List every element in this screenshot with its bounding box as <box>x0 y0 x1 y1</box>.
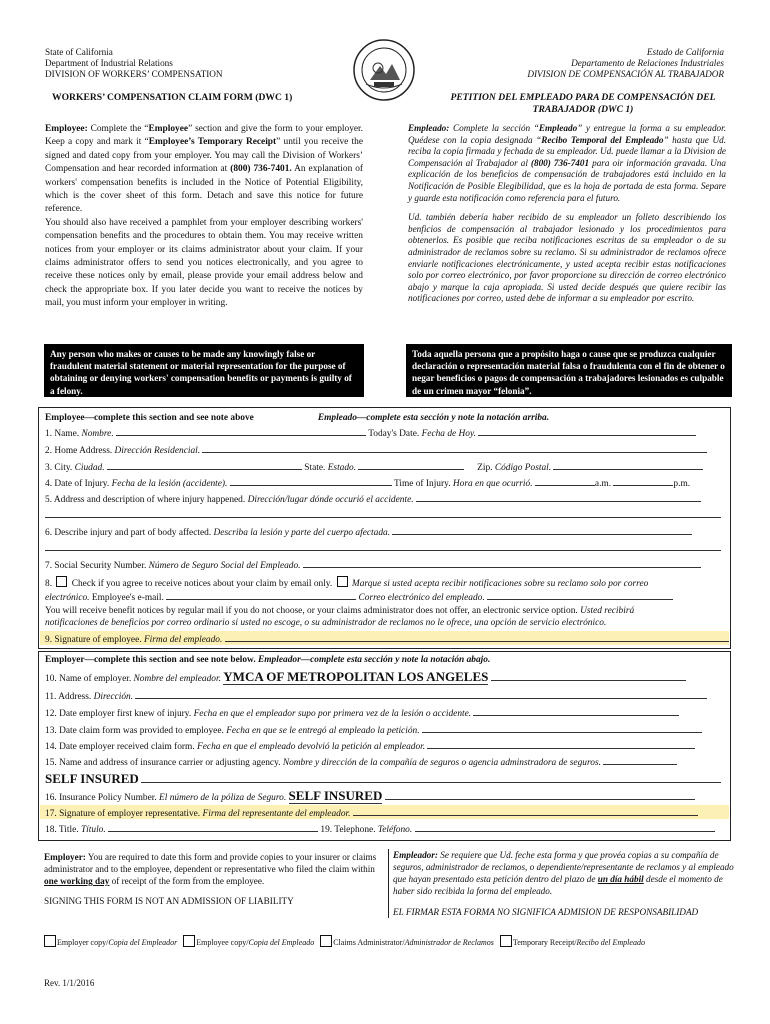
name-input[interactable] <box>116 425 366 436</box>
employer-signature-input[interactable] <box>353 805 698 816</box>
employer-heading: Employer—complete this section and see note below. Empleador—complete esta sección y note la notación abajo. <box>45 655 491 665</box>
location-continuation <box>45 507 724 521</box>
intro-es-p2: Ud. también debería haber recibido de su empleador un folleto describiendo los benficios de compensación al trabajador lesionado y los procedimientos para obtenerlos. Es posible que reciba notificaciones escritas de su empleador o de su administrador de reclamos sobre su reclamo. Si su administrador de reclamos ofrece enviarle notificaciones electrónicamente, y usted acepta recibir estas notificaciones solo por correo electrónico, por favor proporcione su dirección de correo electrónico abajo y marque la caja apropiada. Si usted decide después que quiere recibir las notificaciones por correo, usted debe de informar a su empleador por escrito. <box>408 212 726 304</box>
mail-notice-en: You will receive benefit notices by regular mail if you do not choose, or your claims administrator does not offer, an electronic service option. Usted recibirá <box>45 606 635 616</box>
telephone-input[interactable] <box>415 821 715 832</box>
felony-warning-es: Toda aquella persona que a propósito haga o cause que se produzca cualquier declaración o representación material falsa o fraudulenta con el fin de obtener o negar beneficios o pagos de compensación a trabajadores lesionados es culpable de un crimen mayor “felonia”. <box>406 344 732 397</box>
received-date-input[interactable] <box>427 738 695 749</box>
injury-location-line2[interactable] <box>45 507 721 518</box>
header-right <box>527 47 724 80</box>
field-insurance-carrier-row: 15. Name and address of insurance carrier or adjusting agency. Nombre y dirección de la compañía de seguros o agencia adminstradora de seguros. <box>45 754 724 768</box>
header-left <box>45 47 223 80</box>
provided-date-input[interactable] <box>422 722 702 733</box>
ssn-input[interactable] <box>303 557 701 568</box>
header-division: DIVISION OF WORKERS’ COMPENSATION <box>45 69 223 79</box>
field-employer-address-row: 11. Address. Dirección. <box>45 688 724 702</box>
field-received-date-row: 14. Date employer received claim form. Fecha en que el empleado devolvió la petición al empleador. <box>45 738 724 752</box>
employee-heading: Employee—complete this section and see note above Empleado—complete esta sección y note la notación arriba. <box>45 413 550 423</box>
field-title-phone-row: 18. Title. Título. 19. Telephone. Teléfono. <box>45 821 724 835</box>
field-injury-date-row: 4. Date of Injury. Fecha de la lesión (accidente). Time of Injury. Hora en que ocurrió. a.m. p.m. <box>45 475 724 489</box>
field-employer-name-row: 10. Name of employer. Nombre del empleador. YMCA OF METROPOLITAN LOS ANGELES <box>45 668 724 686</box>
revision-label: Rev. 1/1/2016 <box>44 978 95 988</box>
header-estado: Estado de California <box>646 47 724 57</box>
email-consent-checkbox-es[interactable] <box>337 576 348 587</box>
insurance-carrier-line2[interactable] <box>141 772 721 783</box>
form-title-es: PETITION DEL EMPLEADO PARA DE COMPENSACIÓN DEL TRABAJADOR (DWC 1) <box>450 92 716 115</box>
field-email-row: electrónico. Employee's e-mail. Correo electrónico del empleado. <box>45 589 724 603</box>
state-input[interactable] <box>358 459 464 470</box>
field-employer-signature-row: 17. Signature of employer representative. Firma del representante del empleador. <box>40 805 729 819</box>
field-email-consent-row: 8. Check if you agree to receive notices about your claim by email only. Marque si usted acepta recibir notificaciones sobre su reclamo solo por correo <box>45 576 724 590</box>
intro-en <box>45 123 363 311</box>
zip-input[interactable] <box>553 459 703 470</box>
header-state: State of California <box>45 47 113 57</box>
employer-note-en <box>44 851 384 907</box>
field-ssn-row: 7. Social Security Number. Número de Seguro Social del Empleado. <box>45 557 724 571</box>
mail-notice-es: notificaciones de beneficios por correo ordinario si usted no escoge, o su administrador de reclamos no le ofrece, una opción de servicio electrónico. <box>45 618 607 628</box>
employer-name-line[interactable] <box>491 670 686 681</box>
field-description-row: 6. Describe injury and part of body affected. Describa la lesión y parte del cuerpo afectada. <box>45 524 724 538</box>
policy-number-value[interactable]: SELF INSURED <box>288 788 383 803</box>
field-provided-date-row: 13. Date claim form was provided to employee. Fecha en que se le entregó al empleado la petición. <box>45 722 724 736</box>
header-department: Department of Industrial Relations <box>45 58 173 68</box>
title-input[interactable] <box>108 821 318 832</box>
todays-date-input[interactable] <box>478 425 696 436</box>
field-location-row: 5. Address and description of where injury happened. Dirección/lugar dónde occurió el accidente. <box>45 491 724 505</box>
employer-address-input[interactable] <box>135 688 707 699</box>
description-continuation <box>45 540 724 554</box>
insurance-carrier-value-row <box>45 770 724 788</box>
employer-note-text-en: Employer: You are required to date this form and provide copies to your insurer or claims administrator and to the employee, dependent or representative who filed the claim within one working day of receipt of the form from the employee. <box>44 852 377 886</box>
state-seal-icon <box>352 38 416 102</box>
copy-checkbox-temporary-receipt[interactable] <box>500 935 512 947</box>
copy-checkbox-claims-admin[interactable] <box>320 935 332 947</box>
insurance-carrier-line[interactable] <box>603 754 677 765</box>
policy-number-line[interactable] <box>385 789 695 800</box>
header-division-es: DIVISION DE COMPENSACIÓN AL TRABAJADOR <box>527 69 724 79</box>
employee-signature-input[interactable] <box>225 631 729 642</box>
liability-statement-es: EL FIRMAR ESTA FORMA NO SIGNIFICA ADMISION DE RESPONSABILIDAD <box>393 907 699 917</box>
intro-en-p1: Employee: Complete the “Employee” section and give the form to your employer. Keep a copy and mark it “Employee’s Temporary Receipt” until you receive the signed and dated copy from your employer. You may call the Division of Workers’ Compensation and hear recorded information at (800) 736-7401. An explanation of workers' compensation benefits is included in the Notice of Potential Eligibility, which is the cover sheet of this form. Detach and save this notice for future reference. <box>45 124 363 215</box>
employee-email-es-input[interactable] <box>487 589 673 600</box>
injury-description-line2[interactable] <box>45 540 721 551</box>
field-signature-row: 9. Signature of employee. Firma del empleado. <box>40 631 729 645</box>
employee-email-input[interactable] <box>166 589 356 600</box>
intro-en-p2: You should also have received a pamphlet from your employer describing workers' compensation benefits and the procedures to obtain them. You may receive written notices from your employer or its claims administrator about your claim. If your claims administrator offers to send you notices electronically, and you agree to receive these notices only by email, please provide your email address below and check the appropriate box. If you later decide you want to receive the notices by mail, you must inform your employer in writing. <box>45 217 363 309</box>
field-knew-date-row: 12. Date employer first knew of injury. Fecha en que el empleador supo por primera vez de la lesión o accidente. <box>45 705 724 719</box>
employee-section <box>38 407 731 649</box>
employer-note-es <box>388 849 738 918</box>
field-policy-number-row: 16. Insurance Policy Number. El número de la póliza de Seguro. SELF INSURED <box>45 788 724 804</box>
employer-name-value[interactable]: YMCA OF METROPOLITAN LOS ANGELES <box>223 669 489 684</box>
intro-es <box>408 123 726 313</box>
field-name-row: 1. Name. Nombre. Today's Date. Fecha de Hoy. <box>45 425 724 439</box>
home-address-input[interactable] <box>202 442 707 453</box>
employer-section <box>38 651 731 841</box>
felony-warning-en: Any person who makes or causes to be made any knowingly false or fraudulent material statement or material representation for the purpose of obtaining or denying workers' compensation benefits or payments is guilty of a felony. <box>44 344 364 397</box>
insurance-carrier-value[interactable]: SELF INSURED <box>45 771 139 786</box>
intro-es-p1: Empleado: Complete la sección “Empleado” y entregue la forma a su empleador. Quédese con la copia designada “Recibo Temporal del Empleado” hasta que Ud. reciba la copia firmada y fechada de su empleador. Ud. puede llamar a la Division de Compensación al Trabajador al (800) 736-7401 para oir información gravada. Una explicación de los beneficios de compensación de trabajadores está incluido en la Notificación de Posible Elegibilidad, que es la hoja de portada de esta forma. Separe y guarde esta notificación como referencia para el futuro. <box>408 123 726 203</box>
knew-date-input[interactable] <box>473 705 679 716</box>
field-city-row: 3. City. Ciudad. State. Estado. Zip. Código Postal. <box>45 459 724 473</box>
injury-date-input[interactable] <box>230 475 392 486</box>
injury-description-input[interactable] <box>392 524 692 535</box>
copy-checkbox-employer[interactable] <box>44 935 56 947</box>
injury-time-pm-input[interactable] <box>613 475 673 486</box>
field-address-row: 2. Home Address. Dirección Residencial. <box>45 442 724 456</box>
employer-note-text-es: Empleador: Se requiere que Ud. feche esta forma y que provéa copias a su compañía de seguros, administrador de reclamos, o dependiente/representante de reclamos y al empleado que hayan presentado esta petición dentro del plazo de un día hábil desde el momento de haber sido recibida la forma del empleado. <box>393 850 734 896</box>
copy-checkbox-employee[interactable] <box>183 935 195 947</box>
injury-time-input[interactable] <box>535 475 595 486</box>
form-title-en: WORKERS’ COMPENSATION CLAIM FORM (DWC 1) <box>52 92 293 103</box>
city-input[interactable] <box>107 459 302 470</box>
liability-statement-en: SIGNING THIS FORM IS NOT AN ADMISSION OF LIABILITY <box>44 896 294 906</box>
header-departamento: Departamento de Relaciones Industriales <box>571 58 724 68</box>
injury-location-input[interactable] <box>416 491 701 502</box>
email-consent-checkbox-en[interactable] <box>56 576 67 587</box>
copy-designations: Employer copy/Copia del Empleador Employee copy/Copia del Empleado Claims Administrator/Administrador de Reclamos Temporary Receipt/Recibo del Empleado <box>44 935 645 947</box>
